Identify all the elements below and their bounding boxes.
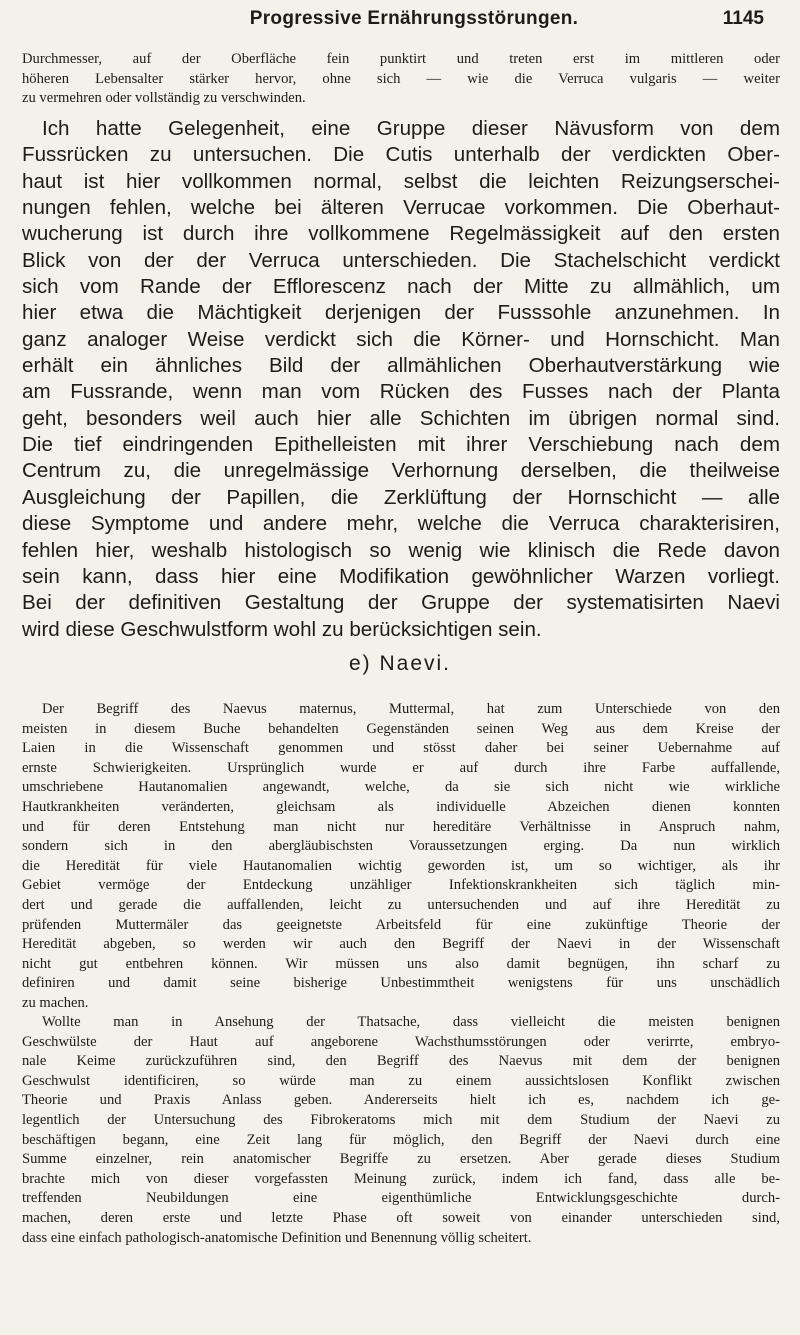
- text-line: wird diese Geschwulstform wohl zu berücksichtigen sein.: [22, 617, 542, 641]
- text-line: fehlen hier, weshalb histologisch so wenig wie klinisch die Rede davon: [22, 538, 780, 562]
- naevi-paragraph-2: [22, 1013, 780, 1248]
- text-line: definiren und damit seine bisherige Unbestimmtheit wenigstens für uns unschädlich: [22, 975, 780, 992]
- text-line: höheren Lebensalter stärker hervor, ohne sich — wie die Verruca vulgaris — weiter: [22, 70, 780, 87]
- page-number: 1145: [722, 8, 764, 29]
- text-line: Ich hatte Gelegenheit, eine Gruppe dieser Nävusform von dem: [42, 117, 780, 140]
- text-line: treffenden Neubildungen eine eigenthümliche Entwicklungsgeschichte durch-: [22, 1190, 780, 1207]
- running-header: [0, 8, 800, 38]
- text-line: sondern sich in den abergläubischsten Voraussetzungen erging. Da nun wirklich: [22, 838, 780, 855]
- text-line: zu machen.: [22, 994, 89, 1011]
- text-line: Der Begriff des Naevus maternus, Muttermal, hat zum Unterschiede von den: [42, 701, 780, 717]
- text-line: Hautkrankheiten veränderten, gleichsam als individuelle Abzeichen dienen konnten: [22, 798, 780, 815]
- text-line: Wollte man in Ansehung der Thatsache, dass vielleicht die meisten benignen: [42, 1014, 780, 1030]
- text-line: Summe einzelner, rein anatomischer Begriffe zu ersetzen. Aber gerade dieses Studium: [22, 1151, 780, 1168]
- text-line: Blick von der der Verruca unterschieden. Die Stachelschicht verdickt: [22, 248, 780, 272]
- text-line: prüfenden Muttermäler das geeignetste Arbeitsfeld für eine zukünftige Theorie der: [22, 916, 780, 933]
- text-line: nungen fehlen, welche bei älteren Verrucae vorkommen. Die Oberhaut-: [22, 196, 780, 220]
- text-line: Bei der definitiven Gestaltung der Gruppe der systematisirten Naevi: [22, 591, 780, 615]
- text-line: geht, besonders weil auch hier alle Schichten im übrigen normal sind.: [22, 406, 780, 430]
- text-line: legentlich der Untersuchung des Fibrokeratoms mich mit dem Studium der Naevi zu: [22, 1111, 780, 1128]
- intro-paragraph: [22, 50, 780, 109]
- text-line: meisten in diesem Buche behandelten Gegenständen seinen Weg aus dem Kreise der: [22, 720, 780, 737]
- section-heading: e) Naevi.: [348, 652, 452, 675]
- text-line: Geschwülste der Haut auf angeborene Wachsthumsstörungen oder verirrte, embryo-: [22, 1033, 780, 1050]
- text-line: wucherung ist durch ihre vollkommene Regelmässigkeit auf den ersten: [22, 222, 780, 246]
- text-line: hier etwa die Mächtigkeit derjenigen der Fusssohle anzunehmen. In: [22, 301, 780, 325]
- text-line: Laien in die Wissenschaft genommen und stösst daher bei seiner Uebernahme auf: [22, 740, 780, 757]
- main-paragraph: [22, 116, 780, 643]
- text-line: nicht gut entbehren können. Wir müssen uns also damit begnügen, ihn scharf zu: [22, 955, 780, 972]
- text-line: zu vermehren oder vollständig zu verschwinden.: [22, 90, 306, 107]
- text-line: Ausgleichung der Papillen, die Zerklüftung der Hornschicht — alle: [22, 485, 780, 509]
- text-line: sein kann, dass hier eine Modifikation gewöhnlicher Warzen vorliegt.: [22, 564, 780, 588]
- text-line: Theorie und Praxis Anlass geben. Andererseits hielt ich es, nachdem ich ge-: [22, 1092, 780, 1109]
- text-line: Geschwulst identificiren, so würde man zu einem aussichtslosen Konflikt zwischen: [22, 1072, 780, 1089]
- text-line: dert und gerade die auffallenden, leicht zu untersuchenden und auf ihre Heredität zu: [22, 896, 780, 913]
- text-line: sich vom Rande der Efflorescenz nach der Mitte zu allmählich, um: [22, 275, 780, 299]
- text-line: am Fussrande, wenn man vom Rücken des Fusses nach der Planta: [22, 380, 780, 404]
- text-line: haut ist hier vollkommen normal, selbst die leichten Reizungserschei-: [22, 169, 780, 193]
- text-line: die Heredität für viele Hautanomalien wichtig geworden ist, um so wichtiger, als ihr: [22, 857, 780, 874]
- text-line: Gebiet vermöge der Entdeckung unzähliger Infektionskrankheiten sich täglich min-: [22, 877, 780, 894]
- text-line: erhält ein ähnliches Bild der allmählichen Oberhautverstärkung wie: [22, 354, 780, 378]
- text-line: Durchmesser, auf der Oberfläche fein punktirt und treten erst im mittleren oder: [22, 51, 780, 67]
- text-line: ernste Schwierigkeiten. Ursprünglich wurde er auf durch ihre Farbe auffallende,: [22, 759, 780, 776]
- text-line: diese Symptome und andere mehr, welche die Verruca charakterisiren,: [22, 512, 780, 536]
- text-line: dass eine einfach pathologisch-anatomische Definition und Benennung völlig scheitert.: [22, 1229, 532, 1246]
- text-line: Heredität abgeben, so werden wir auch den Begriff der Naevi in der Wissenschaft: [22, 936, 780, 953]
- text-line: nale Keime zurückzuführen sind, den Begriff des Naevus mit dem der benignen: [22, 1053, 780, 1070]
- text-line: ganz analoger Weise verdickt sich die Körner- und Hornschicht. Man: [22, 327, 780, 351]
- text-line: brachte mich von dieser vorgefassten Meinung zurück, indem ich fand, dass alle be-: [22, 1170, 780, 1187]
- naevi-paragraph-1: [22, 700, 780, 1014]
- text-line: Fussrücken zu untersuchen. Die Cutis unterhalb der verdickten Ober-: [22, 143, 780, 167]
- text-line: Centrum zu, die unregelmässige Verhornung derselben, die theilweise: [22, 459, 780, 483]
- text-line: Die tief eindringenden Epithelleisten mit ihrer Verschiebung nach dem: [22, 433, 780, 457]
- text-line: umschriebene Hautanomalien angewandt, welche, da sie sich nicht wie wirkliche: [22, 779, 780, 796]
- running-title: Progressive Ernährungsstörungen.: [249, 8, 579, 29]
- text-line: machen, deren erste und letzte Phase oft soweit von einander unterschieden sind,: [22, 1209, 780, 1226]
- text-line: und für deren Entstehung man nicht nur hereditäre Verhältnisse in Anspruch nahm,: [22, 818, 780, 835]
- text-line: beschäftigen begann, eine Zeit lang für möglich, den Begriff der Naevi durch eine: [22, 1131, 780, 1148]
